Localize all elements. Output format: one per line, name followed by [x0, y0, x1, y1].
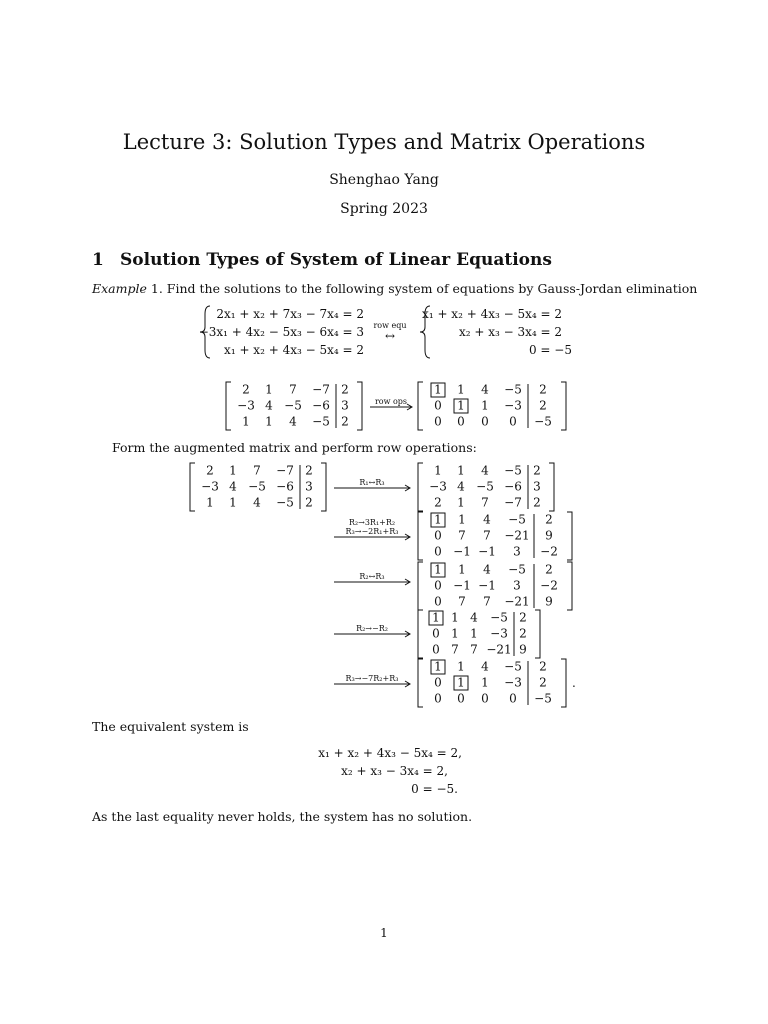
step-5-matrix-entry: 1: [481, 675, 489, 690]
system-left-equation: x₁ + x₂ + 4x₃ − 5x₄ = 2: [224, 343, 364, 357]
step-5-matrix-entry: −5: [534, 691, 552, 706]
matrix-rref-entry: 0: [434, 398, 442, 413]
matrix-rref-entry: 1: [457, 382, 465, 397]
step-4-matrix-entry: 4: [470, 610, 478, 625]
step-5-matrix-entry: 4: [481, 659, 489, 674]
step-1-matrix-entry: 1: [457, 463, 465, 478]
step-5-matrix-entry: 2: [539, 675, 547, 690]
matrix-a-entry: −5: [312, 414, 330, 429]
section-title: Solution Types of System of Linear Equations: [120, 250, 552, 270]
step-2-matrix-entry: −5: [508, 512, 526, 527]
form-text: Form the augmented matrix and perform row operations:: [112, 440, 477, 455]
step-5-matrix-entry: 1: [457, 675, 465, 690]
matrix-a-entry: 1: [242, 414, 250, 429]
chain-start-matrix-entry: 1: [229, 463, 237, 478]
step-5-matrix-entry: 1: [457, 659, 465, 674]
matrix-rref-left-bracket: [418, 382, 423, 430]
step-1-matrix-entry: −5: [504, 463, 522, 478]
chain-start-matrix-entry: 2: [305, 463, 313, 478]
step-1-matrix-left-bracket: [418, 463, 423, 511]
step-4-matrix-entry: 7: [470, 642, 478, 657]
chain-start-matrix-entry: 4: [253, 495, 261, 510]
step-5-matrix-entry: 0: [457, 691, 465, 706]
step-3-matrix-entry: 0: [434, 578, 442, 593]
step-1-matrix-entry: 7: [481, 495, 489, 510]
step-3-matrix-left-bracket: [418, 562, 423, 610]
matrix-rref-entry: 0: [434, 414, 442, 429]
matrix-a-left-bracket: [226, 382, 231, 430]
matrix-rref-entry: 1: [434, 382, 442, 397]
chain-start-matrix-entry: 1: [229, 495, 237, 510]
step-1-matrix-entry: 3: [533, 479, 541, 494]
step-4-label: R₂→−R₂: [356, 624, 388, 633]
chain-start-matrix-entry: 2: [206, 463, 214, 478]
step-1-matrix-right-bracket: [549, 463, 554, 511]
matrix-rref-entry: 2: [539, 398, 547, 413]
step-1-matrix-entry: −3: [429, 479, 447, 494]
equiv-equation: x₁ + x₂ + 4x₃ − 5x₄ = 2,: [318, 746, 462, 760]
matrix-a-right-bracket: [357, 382, 362, 430]
step-5-matrix-entry: 0: [481, 691, 489, 706]
chain-start-matrix-entry: −7: [276, 463, 294, 478]
matrix-rref-entry: 0: [481, 414, 489, 429]
system-right-equation: x₁ + x₂ + 4x₃ − 5x₄ = 2: [422, 307, 562, 321]
step-1-matrix-entry: 4: [481, 463, 489, 478]
step-4-matrix-entry: 9: [519, 642, 527, 657]
step-3-matrix-entry: 1: [458, 562, 466, 577]
chain-start-matrix-entry: 2: [305, 495, 313, 510]
final-period: .: [572, 676, 576, 690]
step-4-matrix-entry: 1: [451, 626, 459, 641]
step-5-matrix-entry: 0: [434, 675, 442, 690]
page-title: Lecture 3: Solution Types and Matrix Operations: [122, 130, 646, 154]
step-1-matrix-entry: 1: [457, 495, 465, 510]
matrix-a-entry: −6: [312, 398, 330, 413]
date: Spring 2023: [340, 201, 428, 217]
step-4-matrix-entry: 0: [432, 626, 440, 641]
step-3-matrix-entry: 4: [483, 562, 491, 577]
matrix-rref-entry: 1: [481, 398, 489, 413]
step-3-matrix-entry: −5: [508, 562, 526, 577]
step-3-matrix-entry: −2: [540, 578, 558, 593]
step-2-matrix-entry: −2: [540, 544, 558, 559]
chain-start-matrix-entry: 4: [229, 479, 237, 494]
step-1-matrix-entry: −5: [476, 479, 494, 494]
page-number: 1: [380, 926, 388, 940]
chain-start-matrix-entry: 3: [305, 479, 313, 494]
matrix-rref-entry: 1: [457, 398, 465, 413]
step-4-matrix-entry: −3: [490, 626, 508, 641]
step-5-matrix-entry: 0: [434, 691, 442, 706]
step-3-matrix-entry: −1: [453, 578, 471, 593]
step-4-matrix-left-bracket: [418, 610, 423, 658]
step-5-matrix-right-bracket: [561, 659, 566, 707]
step-3-matrix-entry: −1: [478, 578, 496, 593]
step-2-matrix-entry: 1: [458, 512, 466, 527]
matrix-a-entry: −3: [237, 398, 255, 413]
equiv-label: row equ: [373, 321, 407, 330]
system-right-equation: 0 = −5: [528, 343, 572, 357]
matrix-rref-right-bracket: [561, 382, 566, 430]
step-2-matrix-entry: −21: [504, 528, 530, 543]
author: Shenghao Yang: [329, 172, 439, 188]
step-2-matrix-entry: 1: [434, 512, 442, 527]
step-5-matrix-entry: 2: [539, 659, 547, 674]
equiv-equation: 0 = −5.: [411, 782, 458, 796]
step-5-matrix-left-bracket: [418, 659, 423, 707]
chain-start-matrix-right-bracket: [321, 463, 326, 511]
step-2-matrix-entry: −1: [478, 544, 496, 559]
step-1-matrix-entry: 4: [457, 479, 465, 494]
chain-start-matrix-entry: 7: [253, 463, 261, 478]
step-4-matrix-entry: 1: [470, 626, 478, 641]
step-2-matrix-right-bracket: [567, 512, 572, 560]
equiv-equation: x₂ + x₃ − 3x₄ = 2,: [341, 764, 448, 778]
system-left-equation: 2x₁ + x₂ + 7x₃ − 7x₄ = 2: [216, 307, 364, 321]
step-2-matrix-entry: 3: [513, 544, 521, 559]
step-2-label: R₂→3R₁+R₂: [348, 518, 396, 527]
step-1-matrix-entry: 2: [434, 495, 442, 510]
chain-start-matrix-entry: −3: [201, 479, 219, 494]
system-left-equation: −3x₁ + 4x₂ − 5x₃ − 6x₄ = 3: [198, 325, 364, 339]
step-4-matrix-entry: 7: [451, 642, 459, 657]
step-4-matrix-entry: 2: [519, 610, 527, 625]
matrix-rref-entry: 0: [509, 414, 517, 429]
step-2-matrix-entry: −1: [453, 544, 471, 559]
conclusion: As the last equality never holds, the system has no solution.: [92, 809, 473, 824]
matrix-a-entry: 2: [341, 414, 349, 429]
matrix-rref-entry: 4: [481, 382, 489, 397]
step-2-matrix-entry: 7: [483, 528, 491, 543]
matrix-a-entry: −7: [312, 382, 330, 397]
matrix-rref-entry: −5: [534, 414, 552, 429]
matrix-a-entry: 1: [265, 414, 273, 429]
matrix-rref-entry: −5: [504, 382, 522, 397]
step-2-matrix-entry: 4: [483, 512, 491, 527]
step-4-matrix-entry: 1: [432, 610, 440, 625]
matrix-a-entry: 3: [341, 398, 349, 413]
step-3-matrix-entry: 7: [458, 594, 466, 609]
matrix-rref-entry: −3: [504, 398, 522, 413]
chain-start-matrix-left-bracket: [190, 463, 195, 511]
matrix-a-entry: 4: [265, 398, 273, 413]
step-3-matrix-entry: 2: [545, 562, 553, 577]
step-5-matrix-entry: 1: [434, 659, 442, 674]
step-2-matrix-entry: 0: [434, 544, 442, 559]
chain-start-matrix-entry: −5: [276, 495, 294, 510]
step-2-matrix-left-bracket: [418, 512, 423, 560]
matrix-a-entry: 4: [289, 414, 297, 429]
step-5-matrix-entry: 0: [509, 691, 517, 706]
step-1-matrix-entry: −6: [504, 479, 522, 494]
step-5-matrix-entry: −3: [504, 675, 522, 690]
step-2-label: R₃→−2R₁+R₃: [345, 527, 399, 536]
system-right-equation: x₂ + x₃ − 3x₄ = 2: [458, 325, 562, 339]
equiv-system-text: The equivalent system is: [92, 719, 249, 734]
step-2-matrix-entry: 2: [545, 512, 553, 527]
step-2-matrix-entry: 9: [545, 528, 553, 543]
step-5-matrix-entry: −5: [504, 659, 522, 674]
rowops-label: row ops: [374, 397, 408, 406]
section-number: 1: [92, 250, 104, 270]
step-3-matrix-entry: 3: [513, 578, 521, 593]
step-4-matrix-entry: −5: [490, 610, 508, 625]
matrix-rref-entry: 2: [539, 382, 547, 397]
step-3-matrix-entry: 7: [483, 594, 491, 609]
step-1-matrix-entry: −7: [504, 495, 522, 510]
step-3-label: R₂↔R₃: [359, 572, 385, 581]
example-number: 1.: [150, 281, 163, 296]
step-1-matrix-entry: 1: [434, 463, 442, 478]
step-2-matrix-entry: 0: [434, 528, 442, 543]
step-1-matrix-entry: 2: [533, 463, 541, 478]
step-4-matrix-entry: −21: [486, 642, 512, 657]
example-label: Example: [92, 281, 147, 296]
step-4-matrix-entry: 0: [432, 642, 440, 657]
chain-start-matrix-entry: −5: [248, 479, 266, 494]
step-4-matrix-entry: 1: [451, 610, 459, 625]
step-1-label: R₁↔R₃: [359, 478, 385, 487]
step-3-matrix-right-bracket: [567, 562, 572, 610]
step-4-matrix-entry: 2: [519, 626, 527, 641]
matrix-a-entry: −5: [284, 398, 302, 413]
step-3-matrix-entry: 1: [434, 562, 442, 577]
matrix-rref-entry: 0: [457, 414, 465, 429]
step-4-matrix-right-bracket: [535, 610, 540, 658]
matrix-a-entry: 2: [341, 382, 349, 397]
matrix-a-entry: 7: [289, 382, 297, 397]
matrix-a-entry: 2: [242, 382, 250, 397]
step-3-matrix-entry: −21: [504, 594, 530, 609]
example-text: Find the solutions to the following system of equations by Gauss-Jordan elimination: [166, 281, 698, 296]
step-3-matrix-entry: 9: [545, 594, 553, 609]
step-3-matrix-entry: 0: [434, 594, 442, 609]
matrix-a-entry: 1: [265, 382, 273, 397]
step-1-matrix-entry: 2: [533, 495, 541, 510]
step-5-label: R₃→−7R₂+R₃: [345, 674, 399, 683]
equiv-arrow: ↔: [384, 329, 396, 343]
step-2-matrix-entry: 7: [458, 528, 466, 543]
chain-start-matrix-entry: −6: [276, 479, 294, 494]
chain-start-matrix-entry: 1: [206, 495, 214, 510]
